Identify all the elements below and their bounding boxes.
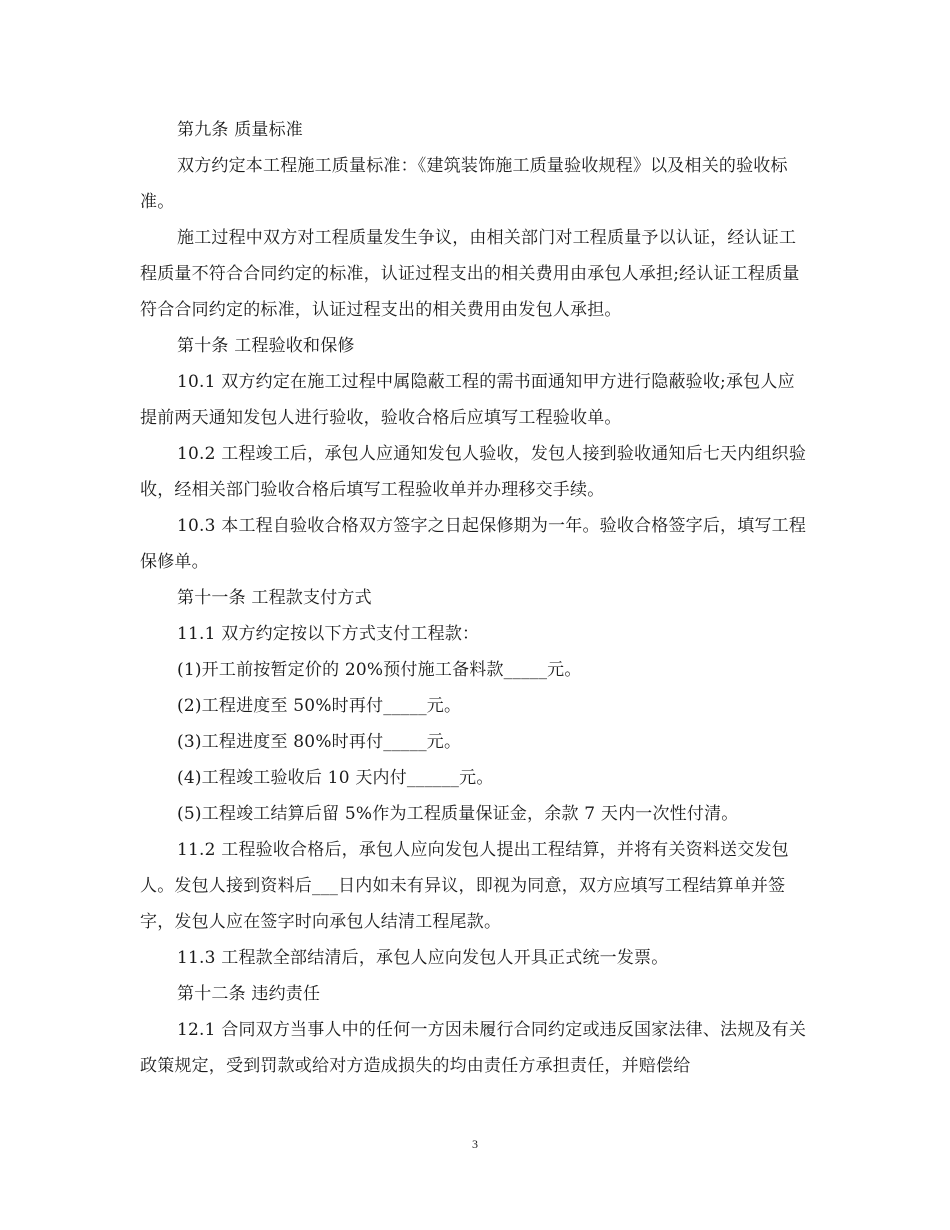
paragraph: 双方约定本工程施工质量标准：《建筑装饰施工质量验收规程》以及相关的验收标准。 xyxy=(140,156,788,212)
payment-item-3: (3)工程进度至 80%时再付_____元。 xyxy=(177,732,462,752)
clause-10-2: 10.2 工程竣工后，承包人应通知发包人验收，发包人接到验收通知后七天内组织验收，经相关部门验收合格后填写工程验收单并办理移交手续。 xyxy=(140,444,807,500)
clause-10-3: 10.3 本工程自验收合格双方签字之日起保修期为一年。验收合格签字后，填写工程保修单。 xyxy=(140,516,807,572)
clause-11-1: 11.1 双方约定按以下方式支付工程款： xyxy=(177,624,480,644)
page-number: 3 xyxy=(472,1137,478,1151)
clause-11-2: 11.2 工程验收合格后，承包人应向发包人提出工程结算，并将有关资料送交发包人。发包人接到资料后___日内如未有异议，即视为同意，双方应填写工程结算单并签字，发包人应在签字时向承包人结清工程尾款。 xyxy=(140,840,789,932)
section-heading-9: 第九条 质量标准 xyxy=(177,120,304,140)
payment-item-2: (2)工程进度至 50%时再付_____元。 xyxy=(177,696,462,716)
clause-10-1: 10.1 双方约定在施工过程中属隐蔽工程的需书面通知甲方进行隐蔽验收;承包人应提前两天通知发包人进行验收，验收合格后应填写工程验收单。 xyxy=(140,372,795,428)
clause-11-3: 11.3 工程款全部结清后，承包人应向发包人开具正式统一发票。 xyxy=(177,948,669,968)
payment-item-5: (5)工程竣工结算后留 5%作为工程质量保证金，余款 7 天内一次性付清。 xyxy=(177,804,739,824)
paragraph: 施工过程中双方对工程质量发生争议，由相关部门对工程质量予以认证，经认证工程质量不符合合同约定的标准，认证过程支出的相关费用由承包人承担;经认证工程质量符合合同约定的标准，认证过程支出的相关费用由发包人承担。 xyxy=(140,228,800,320)
payment-item-4: (4)工程竣工验收后 10 天内付______元。 xyxy=(177,768,494,788)
section-heading-11: 第十一条 工程款支付方式 xyxy=(177,588,372,608)
section-heading-12: 第十二条 违约责任 xyxy=(177,984,321,1004)
payment-item-1: (1)开工前按暂定价的 20%预付施工备料款_____元。 xyxy=(177,660,582,680)
section-heading-10: 第十条 工程验收和保修 xyxy=(177,336,355,356)
document-body xyxy=(140,112,808,1084)
clause-12-1: 12.1 合同双方当事人中的任何一方因未履行合同约定或违反国家法律、法规及有关政策规定，受到罚款或给对方造成损失的均由责任方承担责任，并赔偿给 xyxy=(140,1020,807,1076)
